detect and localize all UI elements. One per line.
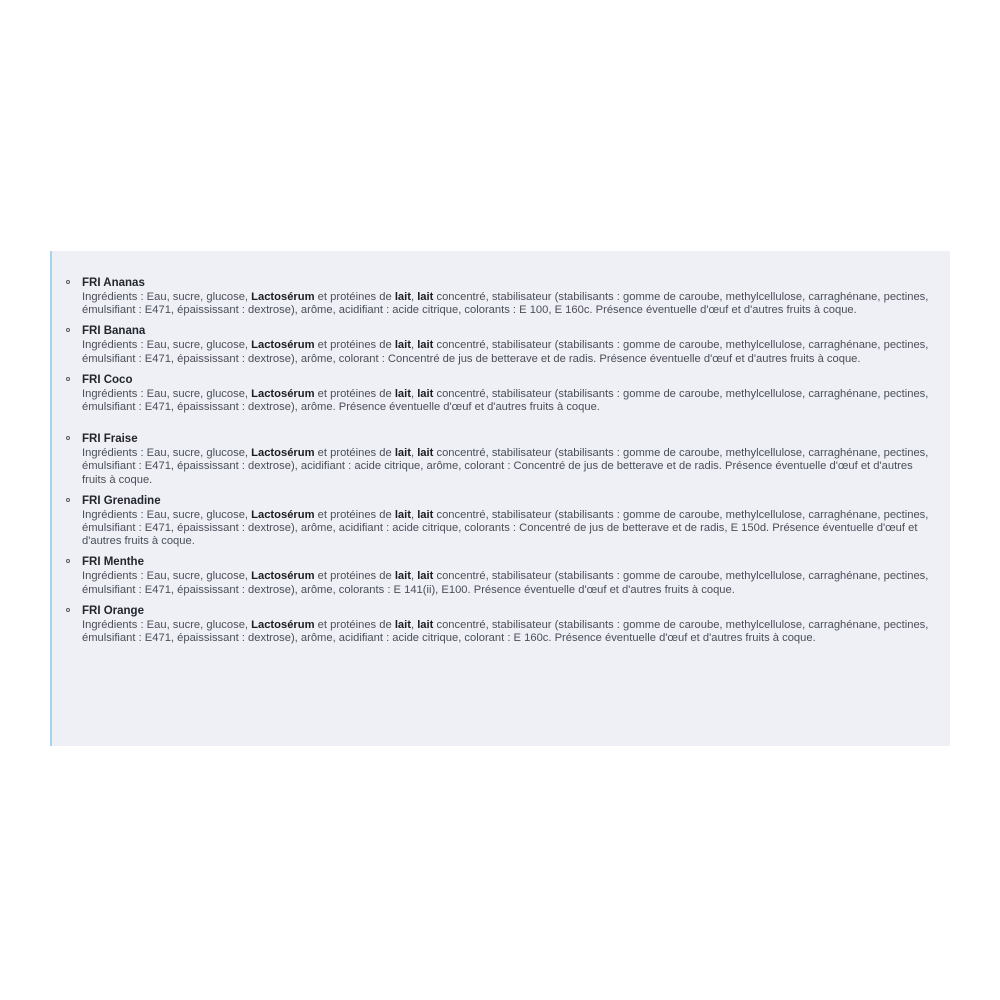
bullet-circle-icon [66, 608, 70, 612]
ingredients-segment: concentré, stabilisateur (stabilisants : gomme de caroube, methylcellulose, carraghénane, pectines, émulsifiant : E471, épaississant : dextrose), acidifiant : acide citrique, arôme, colorant : Concentré de jus de betterave et de radis. Présence éventuelle d'œuf et d'autres fruits à coque. [82, 447, 929, 486]
ingredients-segment: Ingrédients : Eau, sucre, glucose, [82, 570, 252, 583]
ingredients-segment: concentré, stabilisateur (stabilisants : gomme de caroube, methylcellulose, carraghénane, pectines, émulsifiant : E471, épaississant : dextrose), arôme, colorants : E 141(ii), E100. Présence éventuelle d'œuf et d'autres fruits à coque. [82, 570, 929, 596]
allergen-highlight: lait [394, 570, 411, 583]
product-title: FRI Fraise [82, 433, 138, 446]
allergen-highlight: Lactosérum [251, 508, 315, 521]
ingredients-segment: concentré, stabilisateur (stabilisants : gomme de caroube, methylcellulose, carraghénane, pectines, émulsifiant : E471, épaississant : dextrose), arôme. Présence éventuelle d'œuf et d'autres fruits à coque. [82, 387, 929, 414]
allergen-highlight: lait [394, 618, 411, 631]
allergen-highlight: lait [417, 339, 434, 352]
ingredients-text [82, 339, 944, 365]
allergen-highlight: lait [417, 387, 434, 400]
ingredients-segment: , [410, 291, 418, 303]
ingredients-text [82, 291, 944, 317]
ingredients-segment: et protéines de [314, 339, 395, 352]
allergen-highlight: Lactosérum [251, 447, 315, 460]
ingredients-text [82, 619, 944, 645]
ingredients-segment: concentré, stabilisateur (stabilisants : gomme de caroube, methylcellulose, carraghénane, pectines, émulsifiant : E471, épaississant : dextrose), arôme, acidifiant : acide citrique, colorant : E 160c. Présence éventuelle d'œuf et d'autres fruits à coque. [82, 618, 929, 645]
ingredients-segment: concentré, stabilisateur (stabilisants : gomme de caroube, methylcellulose, carraghénane, pectines, émulsifiant : E471, épaississant : dextrose), arôme, acidifiant : acide citrique, colorants : E 100, E 160c. Présence éventuelle d'œuf et d'autres fruits à coque. [82, 291, 929, 317]
allergen-highlight: Lactosérum [251, 570, 315, 583]
allergen-highlight: lait [394, 339, 411, 352]
ingredients-segment: Ingrédients : Eau, sucre, glucose, [82, 508, 252, 521]
allergen-highlight: lait [417, 508, 434, 521]
ingredients-segment: , [410, 387, 418, 400]
ingredients-segment: , [410, 618, 418, 631]
product-entry [64, 432, 944, 487]
ingredients-segment: Ingrédients : Eau, sucre, glucose, [82, 618, 252, 631]
product-title: FRI Banana [82, 325, 146, 338]
ingredients-segment: , [410, 570, 418, 583]
allergen-highlight: Lactosérum [251, 339, 315, 352]
bullet-circle-icon [66, 498, 70, 502]
ingredients-segment: Ingrédients : Eau, sucre, glucose, [82, 447, 252, 460]
ingredients-segment: et protéines de [314, 508, 395, 521]
ingredients-segment: et protéines de [314, 570, 395, 583]
allergen-highlight: lait [394, 291, 411, 303]
allergen-highlight: lait [417, 447, 434, 460]
allergen-highlight: lait [394, 387, 411, 400]
allergen-highlight: lait [417, 618, 434, 631]
ingredients-segment: concentré, stabilisateur (stabilisants : gomme de caroube, methylcellulose, carraghénane, pectines, émulsifiant : E471, épaississant : dextrose), arôme, colorant : Concentré de jus de betterave et de radis. Présence éventuelle d'œuf et d'autres fruits à coque. [82, 339, 929, 365]
product-entry [64, 373, 944, 414]
ingredients-segment: et protéines de [314, 618, 395, 631]
allergen-highlight: Lactosérum [251, 387, 315, 400]
ingredients-segment: et protéines de [314, 387, 395, 400]
product-list [64, 276, 944, 652]
ingredients-text [82, 388, 944, 414]
bullet-circle-icon [66, 328, 70, 332]
product-title: FRI Grenadine [82, 494, 161, 507]
ingredients-segment: et protéines de [314, 447, 395, 460]
product-title: FRI Orange [82, 604, 144, 617]
allergen-highlight: lait [394, 508, 411, 521]
allergen-highlight: Lactosérum [251, 618, 315, 631]
ingredients-segment: , [410, 447, 418, 460]
ingredients-segment: , [410, 508, 418, 521]
ingredients-text [82, 447, 944, 487]
product-title: FRI Menthe [82, 556, 144, 569]
allergen-highlight: Lactosérum [251, 291, 315, 303]
ingredients-text [82, 509, 944, 549]
product-entry [64, 276, 944, 317]
ingredients-segment: Ingrédients : Eau, sucre, glucose, [82, 339, 252, 352]
allergen-highlight: lait [394, 447, 411, 460]
ingredients-segment: et protéines de [314, 291, 395, 303]
product-entry [64, 604, 944, 645]
product-entry [64, 494, 944, 549]
product-entry [64, 324, 944, 365]
ingredients-label-card [50, 251, 950, 746]
bullet-circle-icon [66, 377, 70, 381]
product-entry [64, 555, 944, 596]
ingredients-segment: Ingrédients : Eau, sucre, glucose, [82, 291, 252, 303]
allergen-highlight: lait [417, 291, 434, 303]
ingredients-segment: , [410, 339, 418, 352]
bullet-circle-icon [66, 559, 70, 563]
ingredients-segment: concentré, stabilisateur (stabilisants : gomme de caroube, methylcellulose, carraghénane, pectines, émulsifiant : E471, épaississant : dextrose), arôme, acidifiant : acide citrique, colorants : Concentré de jus de betterave et de radis, E 150d. Présence éventuelle d'œuf et d'autres fruits à coque. [82, 508, 929, 548]
ingredients-text [82, 570, 944, 596]
ingredients-segment: Ingrédients : Eau, sucre, glucose, [82, 387, 252, 400]
allergen-highlight: lait [417, 570, 434, 583]
product-title: FRI Ananas [82, 277, 145, 289]
product-title: FRI Coco [82, 373, 133, 386]
bullet-circle-icon [66, 436, 70, 440]
bullet-circle-icon [66, 280, 70, 284]
